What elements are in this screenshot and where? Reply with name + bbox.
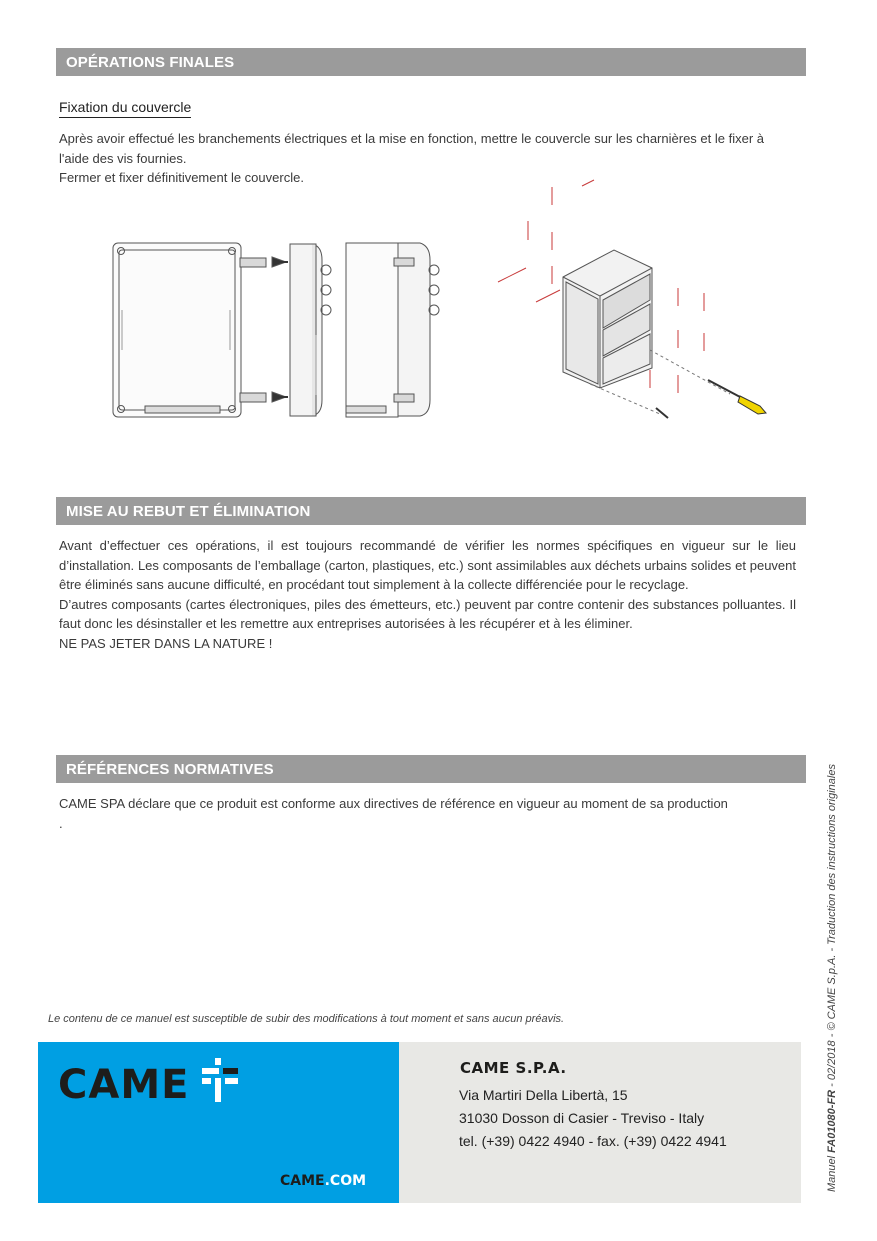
section-title: OPÉRATIONS FINALES: [66, 54, 235, 71]
footer-address-panel: [399, 1042, 801, 1203]
came-logo-text: CAME: [58, 1062, 190, 1108]
came-website-main: CAME: [280, 1173, 325, 1189]
manual-rest: - 02/2018 - © CAME S.p.A. - Traduction des instructions originales: [826, 764, 838, 1090]
lid-fixing-illustration: [0, 0, 877, 440]
control-box-closed-view: [346, 243, 439, 417]
section-header-references-normatives: [48, 755, 806, 783]
paragraph-normatives-1: CAME SPA déclare que ce produit est conforme aux directives de référence en vigueur au moment de sa production: [59, 796, 728, 811]
control-box-front-view: [113, 243, 241, 417]
company-name: CAME S.P.A.: [460, 1059, 567, 1077]
paragraph-fixation-1: Après avoir effectué les branchements électriques et la mise en fonction, mettre le couvercle sur les charnières et le fixer à l'aide des vis fournies.: [59, 131, 764, 166]
modification-notice: Le contenu de ce manuel est susceptible de subir des modifications à tout moment et sans aucun préavis.: [48, 1013, 565, 1025]
subheading-fixation-couvercle: Fixation du couvercle: [59, 99, 191, 118]
paragraph-normatives-2: .: [59, 815, 63, 831]
hinge-top: [240, 257, 288, 267]
paragraph-elimination: [59, 536, 796, 653]
section-header-mise-au-rebut: [48, 497, 806, 525]
paragraph-elimination-3: NE PAS JETER DANS LA NATURE !: [59, 635, 273, 651]
address-street: Via Martiri Della Libertà, 15: [459, 1087, 628, 1103]
footer-brand-panel: [38, 1042, 399, 1203]
address-city: 31030 Dosson di Casier - Treviso - Italy: [459, 1110, 705, 1126]
paragraph-fixation-2: Fermer et fixer définitivement le couvercle.: [59, 170, 304, 185]
hinge-bottom: [240, 392, 288, 402]
manual-code: FA01080-FR: [826, 1089, 838, 1153]
manual-reference-vertical: [826, 764, 838, 1192]
section-title: RÉFÉRENCES NORMATIVES: [66, 761, 274, 778]
manual-prefix: Manuel: [826, 1152, 838, 1192]
section-title: MISE AU REBUT ET ÉLIMINATION: [66, 503, 311, 520]
address-phone-fax: tel. (+39) 0422 4940 - fax. (+39) 0422 4941: [459, 1133, 727, 1149]
came-logo-icon: [200, 1058, 240, 1104]
came-website-suffix: .COM: [324, 1173, 367, 1189]
isometric-box-view: [498, 180, 766, 418]
paragraph-elimination-2: D’autres composants (cartes électroniques, piles des émetteurs, etc.) peuvent par contre contenir des substances polluantes. Il faut donc les désinstaller et les remettre aux entreprises autorisées à les récupérer et à les éliminer.: [59, 596, 796, 631]
lid-side-view: [290, 244, 331, 416]
paragraph-elimination-1: Avant d’effectuer ces opérations, il est toujours recommandé de vérifier les normes spécifiques en vigueur sur le lieu d’installation. Les composants de l’emballage (carton, plastiques, etc.) sont assimilables aux déchets urbains solides et peuvent être éliminés sans aucune difficulté, en procédant tout simplement à la collecte différenciée pour le recyclage.: [59, 538, 796, 592]
paragraph-normatives: [59, 794, 796, 833]
came-website-link[interactable]: [280, 1173, 366, 1189]
